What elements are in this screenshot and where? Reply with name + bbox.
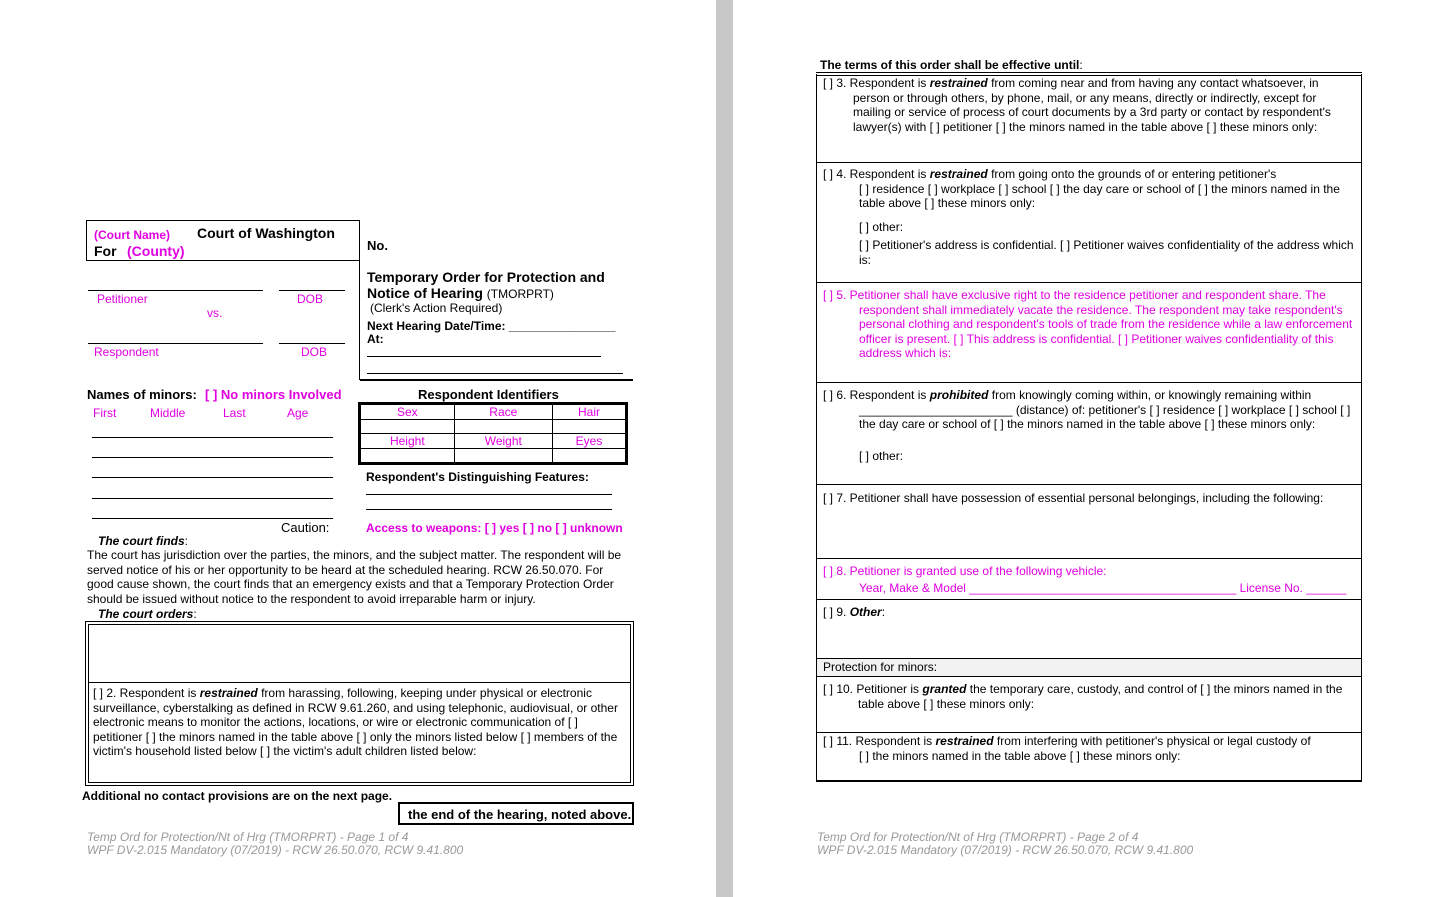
for-label: For: [94, 243, 117, 259]
order-10-checkbox[interactable]: [ ] 10. Petitioner is: [823, 682, 923, 696]
versus-label: vs.: [207, 306, 223, 320]
minor-row-line[interactable]: [92, 477, 333, 478]
order-3-text[interactable]: [823, 76, 1355, 134]
order-4-checkbox[interactable]: [ ] 4. Respondent is: [823, 167, 930, 181]
order-2-body: from harassing, following, keeping under physical or electronic surveillance, cyberstalking as defined in RCW 9.61.260, and using telephonic, audiovisual, or other electronic means to monitor the actions, locations, or wire or electronic communication of [ ] petitioner [ ] the minors named in the table above [ ] only the minors listed below [ ] members of the victim's household listed below [ ] the victim's adult children listed below:: [93, 686, 618, 758]
order-6-checkbox[interactable]: [ ] 6. Respondent is: [823, 388, 930, 402]
order-6-emphasis: prohibited: [929, 388, 989, 402]
order-8-vehicle-field[interactable]: Year, Make & Model ________________________________________ License No. ______: [859, 580, 1347, 595]
id-weight-label: Weight: [454, 434, 552, 449]
minors-label: Names of minors:: [87, 387, 197, 402]
case-number-label: No.: [367, 238, 388, 253]
id-eyes-value[interactable]: [553, 449, 627, 464]
order-3-checkbox[interactable]: [ ] 3. Respondent is: [823, 76, 930, 90]
court-of-label: Court of Washington: [197, 225, 335, 241]
order-row-9: [816, 600, 1362, 659]
court-finds-label: The court finds: [98, 534, 185, 548]
footer-line-2-page2: WPF DV-2.015 Mandatory (07/2019) - RCW 26.50.070, RCW 9.41.800: [817, 843, 1194, 857]
id-height-value[interactable]: [360, 449, 455, 464]
county-placeholder[interactable]: (County): [127, 243, 185, 259]
header-divider: [359, 220, 360, 380]
petitioner-dob-label: DOB: [297, 292, 324, 306]
respondent-dob-line[interactable]: [279, 343, 345, 344]
id-height-label: Height: [360, 434, 455, 449]
petitioner-dob-line[interactable]: [279, 290, 345, 291]
court-finds-text: The court has jurisdiction over the parties, the minors, and the subject matter. The respondent will be served notice of his or her opportunity to be heard at the scheduled hearing. RCW 26.50.070. For good cause shown, the court finds that an emergency exists and that a Temporary Protection Order should be issued without notice to the respondent to avoid irreparable harm or injury.: [87, 548, 622, 606]
order-2-text[interactable]: [93, 686, 623, 759]
form-title-line1: Temporary Order for Protection and: [367, 269, 605, 285]
court-orders-label: The court orders: [98, 607, 194, 621]
features-line[interactable]: [366, 494, 612, 495]
document-page-1: (Court Name) Court of Washington For (County) No. Temporary Order for Protection and Notice of Hearing (TMORPRT) (Clerk's Action Required) Next Hearing Date/Time: ________________ At: Petitioner DOB vs. Respondent DOB Names of minors: [ ] No minors Involved First Middle Last Age Respondent Identifiers Sex Race Hair Height Weight Eyes Respondent's Distinguishing Features: Caution: Access to weapons: [ ] yes [ ] no [ ] unknown The court finds: The court has jurisdiction over the parties, the minors, and the subject matter. The respondent will be served notice of his or her opportunity to be heard at the scheduled hearing. RCW 26.50.070. For good cause shown, the court finds that an emergency exists and that a Temporary Protection Order should be issued without notice to the respondent to avoid irreparable harm or injury. The court orders: [ ] 2. Respondent is restrained from harassing, following, keeping under physical or electronic surveillance, cyberstalking as defined in RCW 9.61.260, and using telephonic, audiovisual, or other electronic means to monitor the actions, locations, or wire or electronic communication of [ ] petitioner [ ] the minors named in the table above [ ] only the minors listed below [ ] members of the victim's household listed below [ ] the victim's adult children listed below: Additional no contact provisions are on the next page. the end of the hearing, noted above. Temp Ord for Protection/Nt of Hrg (TMORPRT) - Page 1 of 4 WPF DV-2.015 Mandatory (07/2019) - RCW 26.50.070, RCW 9.41.800: [0, 0, 716, 897]
order-row-8: [816, 559, 1362, 600]
minor-col-first: First: [93, 406, 117, 420]
order-row-5: [816, 283, 1362, 383]
footer-line-2: WPF DV-2.015 Mandatory (07/2019) - RCW 26.50.070, RCW 9.41.800: [87, 843, 464, 857]
protection-minors-header: [816, 659, 1362, 677]
caution-label: Caution:: [281, 520, 330, 535]
respondent-line[interactable]: [88, 343, 263, 344]
order-10-body: the temporary care, custody, and control of [ ] the minors named in the table above [ ] these minors only:: [858, 682, 1343, 711]
order-row-11: [816, 733, 1362, 782]
order-11-checkbox[interactable]: [ ] 11. Respondent is: [823, 734, 936, 748]
order-11-body: from interfering with petitioner's physical or legal custody of: [993, 734, 1311, 748]
minor-row-line[interactable]: [92, 518, 333, 519]
id-eyes-label: Eyes: [553, 434, 627, 449]
distinguishing-features-label: Respondent's Distinguishing Features:: [366, 470, 589, 484]
header-bottom-rule: [360, 379, 633, 381]
order-6-distance[interactable]: _______________________ (distance) of: petitioner's [ ] residence [ ] workplace [ ] school [ ] the day care or school of [ ] the minors named in the table above [ ] these minors only:: [859, 402, 1351, 431]
order-11-emphasis: restrained: [935, 734, 994, 748]
identifiers-table: [358, 402, 628, 465]
effective-until-label: The terms of this order shall be effective until:: [820, 58, 1083, 72]
order-6-other[interactable]: [ ] other:: [859, 448, 904, 463]
effective-until-text: The terms of this order shall be effective until: [820, 58, 1080, 72]
footer-line-1-page2: Temp Ord for Protection/Nt of Hrg (TMORPRT) - Page 2 of 4: [817, 830, 1139, 844]
order-3-emphasis: restrained: [929, 76, 988, 90]
footer-line-1: Temp Ord for Protection/Nt of Hrg (TMORPRT) - Page 1 of 4: [87, 830, 409, 844]
order-9-checkbox[interactable]: [ ] 9.: [823, 605, 850, 619]
minor-col-age: Age: [287, 406, 309, 420]
order-2-checkbox[interactable]: [ ] 2. Respondent is: [93, 686, 200, 700]
order-4-body: from going onto the grounds of or entering petitioner's: [987, 167, 1277, 181]
features-line[interactable]: [366, 509, 612, 510]
order-row-6: [816, 383, 1362, 485]
order-4-emphasis: restrained: [929, 167, 988, 181]
order-2-emphasis: restrained: [199, 686, 258, 700]
order-4-text[interactable]: [823, 167, 1355, 182]
order-5-text[interactable]: [ ] 5. Petitioner shall have exclusive right to the residence petitioner and respondent share. The respondent shall immediately vacate the residence. The respondent may take respondent's personal clothing and respondent's tools of trade from the residence while a law enforcement officer is present. [ ] This address is confidential. [ ] Petitioner waives confidentiality of this address which is:: [823, 288, 1353, 360]
respondent-label: Respondent: [94, 345, 159, 359]
clerk-action-note: (Clerk's Action Required): [370, 301, 503, 315]
order-4-other[interactable]: [ ] other:: [859, 219, 904, 234]
id-sex-label: Sex: [360, 404, 455, 420]
id-hair-label: Hair: [553, 404, 627, 420]
petitioner-label: Petitioner: [97, 292, 148, 306]
id-race-label: Race: [454, 404, 552, 420]
form-title-line2: Notice of Hearing: [367, 285, 483, 301]
order-8-text[interactable]: [ ] 8. Petitioner is granted use of the following vehicle:: [823, 564, 1107, 578]
next-hearing-field[interactable]: Next Hearing Date/Time: ________________: [367, 319, 616, 333]
minor-row-line[interactable]: [92, 437, 333, 438]
order-row-3: [816, 74, 1362, 163]
order-4-confidential[interactable]: [ ] Petitioner's address is confidential. [ ] Petitioner waives confidentiality of the address which is:: [859, 238, 1354, 267]
petitioner-line[interactable]: [88, 290, 263, 291]
order-10-text[interactable]: [823, 682, 1355, 711]
order-7-text[interactable]: [ ] 7. Petitioner shall have possession of essential personal belongings, including the following:: [823, 491, 1324, 505]
end-of-hearing-text: the end of the hearing, noted above.: [408, 807, 632, 822]
court-name-placeholder[interactable]: (Court Name): [94, 228, 171, 242]
order-6-body: from knowingly coming within, or knowingly remaining within: [988, 388, 1312, 402]
order-9-emphasis: Other: [849, 605, 882, 619]
minor-col-last: Last: [223, 406, 246, 420]
respondent-dob-label: DOB: [301, 345, 328, 359]
at-field-line-2[interactable]: [367, 373, 623, 374]
form-code: (TMORPRT): [486, 287, 554, 301]
additional-provisions-note: Additional no contact provisions are on the next page.: [82, 789, 393, 803]
order-row-7: [816, 485, 1362, 559]
at-label: At:: [367, 332, 384, 346]
order-9-text[interactable]: [ ] 9. Other:: [823, 605, 886, 619]
order-3-body: from coming near and from having any contact whatsoever, in person or through others, by phone, mail, or any means, directly or indirectly, except for mailing or service of process of court documents by a 3rd party or contact by respondent's lawyer(s) with [ ] petitioner [ ] the minors named in the table above [ ] these minors only:: [853, 76, 1331, 134]
at-field-line[interactable]: [367, 356, 601, 357]
order-row-10: [816, 677, 1362, 733]
id-sex-value[interactable]: [360, 420, 455, 434]
no-minors-checkbox[interactable]: [ ] No minors Involved: [205, 387, 342, 402]
id-weight-value[interactable]: [454, 449, 552, 464]
order-4-locations[interactable]: [ ] residence [ ] workplace [ ] school [ ] the day care or school of [ ] the minors named in the table above [ ] these minors only:: [859, 181, 1340, 210]
order-11-text[interactable]: [823, 734, 1355, 749]
id-race-value[interactable]: [454, 420, 552, 434]
order-11-minors[interactable]: [ ] the minors named in the table above [ ] these minors only:: [859, 748, 1181, 763]
minor-col-middle: Middle: [150, 406, 186, 420]
order-1-cell[interactable]: [88, 624, 631, 683]
minor-row-line[interactable]: [92, 498, 333, 499]
order-6-text[interactable]: [823, 388, 1355, 403]
identifiers-title: Respondent Identifiers: [418, 387, 559, 402]
order-10-emphasis: granted: [922, 682, 967, 696]
id-hair-value[interactable]: [553, 420, 627, 434]
protection-minors-label: Protection for minors:: [823, 660, 938, 674]
weapons-access-field[interactable]: Access to weapons: [ ] yes [ ] no [ ] unknown: [366, 521, 623, 535]
minor-row-line[interactable]: [92, 457, 333, 458]
order-row-4: [816, 163, 1362, 283]
